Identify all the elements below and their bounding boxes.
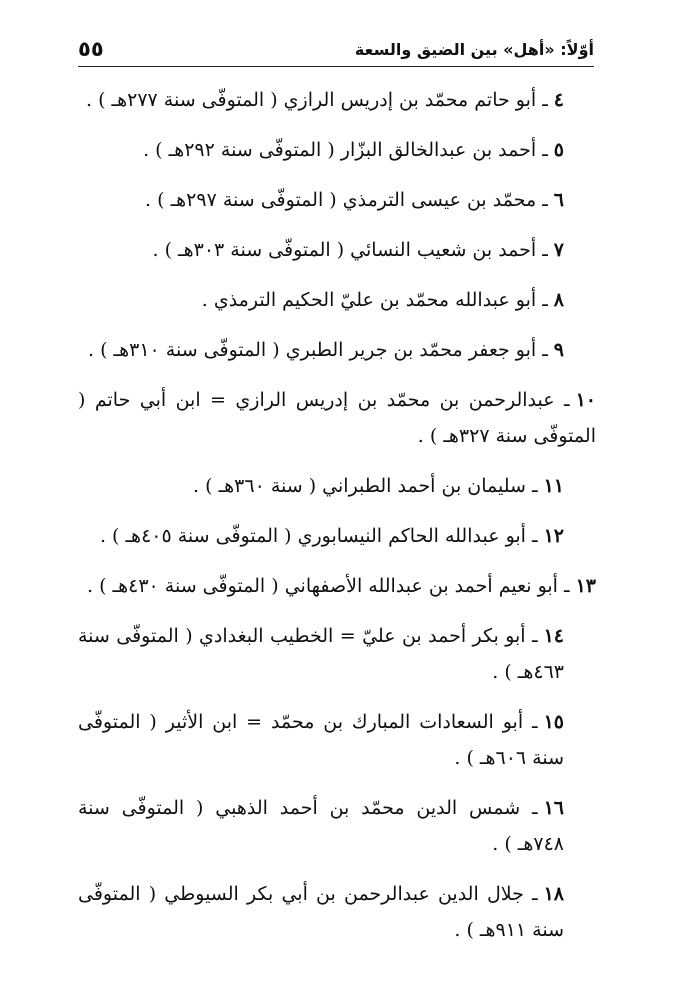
entry-number: ٦ xyxy=(553,189,564,211)
list-item xyxy=(78,332,596,368)
entry-text: ـ سليمان بن أحمد الطبراني ( سنة ٣٦٠هـ ) . xyxy=(193,475,538,497)
entry-text: ـ أبو نعيم أحمد بن عبدالله الأصفهاني ( المتوفّى سنة ٤٣٠هـ ) . xyxy=(87,575,570,597)
entry-number: ١٣ xyxy=(575,575,596,597)
list-item xyxy=(78,282,596,318)
entry-number: ١٥ xyxy=(543,711,564,733)
list-item xyxy=(78,468,596,504)
entry-text: ـ أبو حاتم محمّد بن إدريس الرازي ( المتوفّى سنة ٢٧٧هـ ) . xyxy=(85,89,548,111)
entry-text: ـ أبو السعادات المبارك بن محمّد = ابن الأثير ( المتوفّى سنة ٦٠٦هـ ) . xyxy=(78,711,564,769)
list-item xyxy=(78,132,596,168)
entry-number: ١٦ xyxy=(543,797,564,819)
entry-number: ٨ xyxy=(553,289,564,311)
entry-list xyxy=(78,82,596,948)
entry-text: ـ شمس الدين محمّد بن أحمد الذهبي ( المتوفّى سنة ٧٤٨هـ ) . xyxy=(78,797,564,855)
entry-text: ـ أبو جعفر محمّد بن جرير الطبري ( المتوفّى سنة ٣١٠هـ ) . xyxy=(88,339,548,361)
page-number: ٥٥ xyxy=(78,37,104,61)
entry-number: ١٤ xyxy=(543,625,564,647)
entry-number: ١٨ xyxy=(543,883,564,905)
entry-text: ـ عبدالرحمن بن محمّد بن إدريس الرازي = ابن أبي حاتم ( المتوفّى سنة ٣٢٧هـ ) . xyxy=(78,389,596,447)
list-item xyxy=(78,232,596,268)
entry-number: ٥ xyxy=(553,139,564,161)
list-item xyxy=(78,82,596,118)
list-item xyxy=(78,790,596,862)
entry-text: ـ أبو عبدالله الحاكم النيسابوري ( المتوفّى سنة ٤٠٥هـ ) . xyxy=(99,525,538,547)
entry-text: ـ أحمد بن عبدالخالق البزّار ( المتوفّى سنة ٢٩٢هـ ) . xyxy=(143,139,548,161)
list-item xyxy=(78,704,596,776)
running-title: أوّلاً: «أهل» بين الضيق والسعة xyxy=(354,39,594,59)
entry-number: ١١ xyxy=(543,475,564,497)
list-item xyxy=(78,382,596,454)
list-item xyxy=(78,182,596,218)
entry-number: ٤ xyxy=(553,89,564,111)
list-item xyxy=(78,518,596,554)
list-item xyxy=(78,568,596,604)
list-item xyxy=(78,618,596,690)
entry-text: ـ أبو عبدالله محمّد بن عليّ الحكيم الترمذي . xyxy=(201,289,548,311)
entry-number: ٩ xyxy=(553,339,564,361)
page-header xyxy=(78,32,594,67)
entry-text: ـ أحمد بن شعيب النسائي ( المتوفّى سنة ٣٠٣هـ ) . xyxy=(152,239,548,261)
entry-text: ـ أبو بكر أحمد بن عليّ = الخطيب البغدادي ( المتوفّى سنة ٤٦٣هـ ) . xyxy=(78,625,564,683)
entry-number: ١٠ xyxy=(575,389,596,411)
list-item xyxy=(78,876,596,948)
entry-text: ـ محمّد بن عيسى الترمذي ( المتوفّى سنة ٢٩٧هـ ) . xyxy=(145,189,548,211)
entry-text: ـ جلال الدين عبدالرحمن بن أبي بكر السيوطي ( المتوفّى سنة ٩١١هـ ) . xyxy=(78,883,564,941)
entry-number: ١٢ xyxy=(543,525,564,547)
entry-number: ٧ xyxy=(553,239,564,261)
